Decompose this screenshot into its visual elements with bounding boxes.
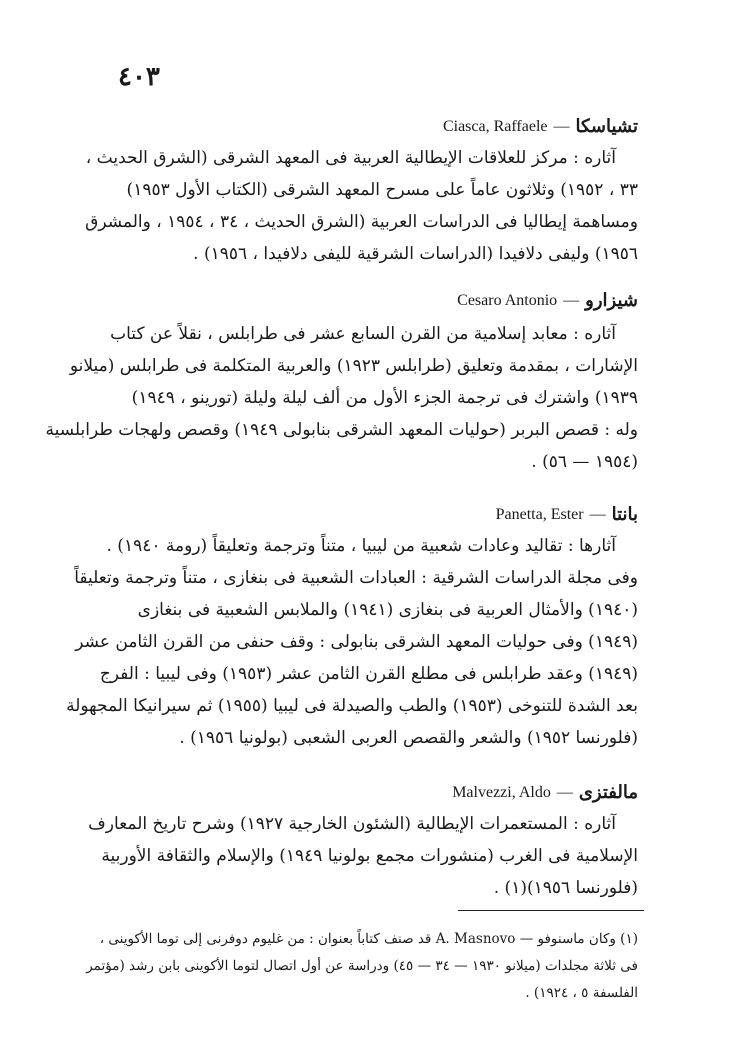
entry-body-ciasca (85, 142, 638, 270)
entry-dash: — (563, 291, 580, 309)
entry-line: آثاره : مركز للعلاقات الإيطالية العربية فى المعهد الشرقى (الشرق الحديث ، (85, 148, 616, 168)
entry-header-malvezzi (452, 782, 638, 803)
entry-header-ciasca (443, 116, 638, 137)
footnote-line: فى ثلاثة مجلدات (ميلانو ١٩٣٠ — ٣٤ — ٤٥) ودراسة عن أول اتصال لتوما الأكوينى بابن رشد (مؤتمر (86, 958, 638, 974)
entry-header-panetta (496, 504, 638, 525)
footnote (86, 926, 638, 1007)
entry-line: وله : قصص البربر (حوليات المعهد الشرقى بنابولى ١٩٤٩) وقصص ولهجات طرابلسية (45, 420, 638, 440)
entry-arabic-name: مالفتزى (578, 782, 638, 803)
entry-line: (١٩٥٤ — ٥٦) . (531, 452, 638, 472)
entry-line: الإشارات ، بمقدمة وتعليق (طرابلس ١٩٢٣) والعربية المتكلمة فى طرابلس (ميلانو (69, 356, 638, 376)
entry-dash: — (556, 783, 573, 801)
entry-line: (فلورنسا ١٩٥٦)(١) . (493, 878, 638, 898)
entry-latin-name: Panetta, Ester (495, 505, 584, 523)
entry-line: آثارها : تقاليد وعادات شعبية من ليبيا ، متناً وترجمة وتعليقاً (رومة ١٩٤٠) . (106, 536, 616, 556)
entry-line: آثاره : المستعمرات الإيطالية (الشئون الخارجية ١٩٢٧) وشرح تاريخ المعارف (88, 814, 616, 834)
entry-dash: — (589, 505, 606, 523)
entry-latin-name: Cesaro Antonio (457, 291, 558, 309)
entry-line: الإسلامية فى الغرب (منشورات مجمع بولونيا ١٩٤٩) والإسلام والثقافة الأوربية (101, 846, 638, 866)
footnote-divider (458, 910, 644, 911)
entry-line: ٣٣ ، ١٩٥٢) وثلاثون عاماً على مسرح المعهد الشرقى (الكتاب الأول ١٩٥٣) (126, 180, 638, 200)
entry-arabic-name: بانتا (611, 504, 638, 525)
footnote-line: (١) وكان ماسنوفو — A. Masnovo قد صنف كتاباً بعنوان : من غليوم دوفرنى إلى توما الأكوينى ، (99, 931, 638, 947)
entry-line: (فلورنسا ١٩٥٢) والشعر والقصص العربى الشعبى (بولونيا ١٩٥٦) . (179, 728, 638, 748)
entry-line: (١٩٤٠) والأمثال العربية فى بنغازى (١٩٤١) والملابس الشعبية فى بنغازى (137, 600, 638, 620)
entry-latin-name: Ciasca, Raffaele (442, 117, 548, 135)
entry-body-panetta (66, 530, 638, 754)
entry-body-malvezzi (88, 808, 638, 904)
entry-body-cesaro (45, 318, 638, 478)
page-number: ٤٠٣ (118, 62, 160, 92)
entry-line: وفى مجلة الدراسات الشرقية : العبادات الشعبية فى بنغازى ، متناً وترجمة وتعليقاً (74, 568, 638, 588)
entry-line: ١٩٥٦) وليفى دلافيدا (الدراسات الشرقية لليفى دلافيدا ، ١٩٥٦) . (193, 244, 638, 264)
entry-arabic-name: شيزارو (585, 290, 638, 311)
entry-line: ١٩٣٩) واشترك فى ترجمة الجزء الأول من ألف ليلة وليلة (تورينو ، ١٩٤٩) (131, 388, 638, 408)
entry-line: ومساهمة إيطاليا فى الدراسات العربية (الشرق الحديث ، ٣٤ ، ١٩٥٤ ، والمشرق (85, 212, 638, 232)
entry-line: (١٩٤٩) وفى حوليات المعهد الشرقى بنابولى : وقف حنفى من القرن الثامن عشر (75, 632, 638, 652)
footnote-line: الفلسفة ٥ ، ١٩٢٤) . (525, 985, 638, 1001)
entry-header-cesaro (457, 290, 638, 311)
entry-arabic-name: تشياسكا (575, 116, 638, 137)
entry-dash: — (553, 117, 570, 135)
entry-line: (١٩٤٩) وعقد طرابلس فى مطلع القرن الثامن عشر (١٩٥٣) وفى ليبيا : الفرج (99, 664, 638, 684)
entry-line: بعد الشدة للتنوخى (١٩٥٣) والطب والصيدلة فى ليبيا (١٩٥٥) ثم سيرانيكا المجهولة (66, 696, 638, 716)
entry-latin-name: Malvezzi, Aldo (452, 783, 551, 801)
entry-line: آثاره : معابد إسلامية من القرن السابع عشر فى طرابلس ، نقلاً عن كتاب (110, 324, 616, 344)
